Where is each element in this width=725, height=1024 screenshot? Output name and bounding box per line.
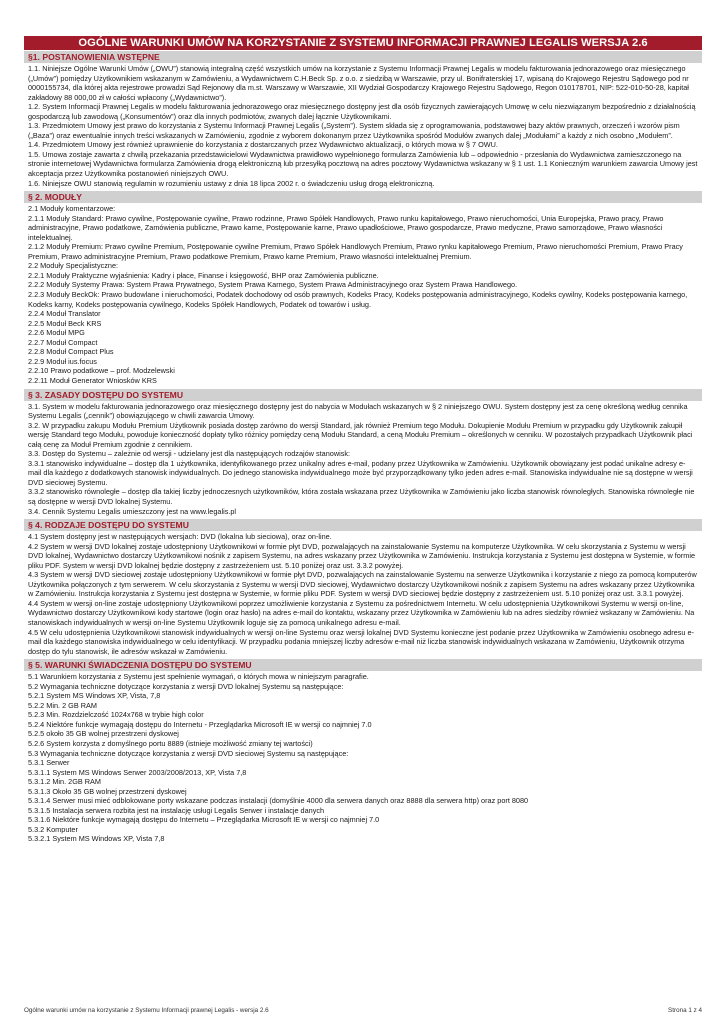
paragraph: 2.2.9 Moduł ius.focus bbox=[28, 356, 97, 366]
paragraph: 2.2.5 Moduł Beck KRS bbox=[28, 318, 102, 328]
paragraph: 1.2. System Informacji Prawnej Legalis w modelu fakturowania jednorazowego oraz miesięcznego dostępny jest dla osób fizycznych zawierających Umowę w celu niezwiązanym bezpośrednio z działalnością gospodarczą lub zawodową („Konsumentów”) oraz dla innych podmiotów, zwanych dalej łącznie Użytkownikami. bbox=[28, 102, 696, 121]
paragraph: 3.3.2 stanowisko równoległe – dostęp dla takiej liczby jednoczesnych użytkowników, która została wskazana przez Użytkownika w Zamówieniu jako liczba stanowisk równoległych. Stanowiska równoległe nie są dostępne w wersji DVD lokalnej Systemu. bbox=[28, 487, 695, 506]
paragraph: 2.2.1 Moduły Praktyczne wyjaśnienia: Kadry i płace, Finanse i księgowość, BHP oraz Zamówienia publiczne. bbox=[28, 270, 379, 280]
paragraph: 4.4 System w wersji on-line zostaje udostępniony Użytkownikowi poprzez umożliwienie korzystania z Systemu za pośrednictwem Internetu. W celu udostępnienia Użytkownikowi Systemu w wersji on-line, Wydawnictwo dostarczy Użytkownikowi kody startowe (login oraz hasło) na adres e-mail do kontaktu, wskazany przez Użytkownika w Zamówieniu lub na adres siedziby również wskazany w Zamówieniu. Na stanowiskach indywidualnych w wersji on-line Systemu Użytkownik loguje się za pomocą unikalnego adresu e-mail. bbox=[28, 598, 695, 627]
paragraph: 5.2.5 około 35 GB wolnej przestrzeni dyskowej bbox=[28, 729, 179, 739]
paragraph: 1.5. Umowa zostaje zawarta z chwilą przekazania przedstawicielowi Wydawnictwa prawidłowo wypełnionego formularza Zamówienia lub – odpowiednio - przesłania do Wydawnictwa zamieszczonego na stronie internetowej Wydawnictwa formularza Zamówienia drogą elektroniczną lub przesyłką pocztową na adres pocztowy Wydawnictwa wskazany w § 1 ust. 1.1 Konieczným warunkiem zawarcia Umowy jest akceptacja przez Użytkownika postanowień niniejszych OWU. bbox=[28, 149, 698, 179]
section-body bbox=[24, 63, 702, 190]
paragraph: 5.3.1.6 Niektóre funkcje wymagają dostępu do Internetu – Przeglądarka Microsoft IE w wersji co najmniej 7.0 bbox=[28, 815, 380, 825]
paragraph: 5.3.1.2 Min. 2GB RAM bbox=[28, 777, 101, 787]
paragraph: 3.4. Cennik Systemu Legalis umieszczony jest na www.legalis.pl bbox=[28, 506, 237, 516]
paragraph: 5.2.3 Min. Rozdzielczość 1024x768 w trybie high color bbox=[28, 710, 204, 720]
paragraph: 2.2.8 Moduł Compact Plus bbox=[28, 347, 114, 357]
paragraph: 2.1.2 Moduły Premium: Prawo cywilne Premium, Postępowanie cywilne Premium, Prawo Spółek Handlowych Premium, Prawo rynku kapitałowego Premium, Prawo nieruchomości Premium, Prawo Pracy Premium, Prawo administracyjne Premium, Prawo podatkowe Premium, Prawo karne Premium, Prawo własności intelektualnej Premium. bbox=[28, 242, 683, 261]
paragraph: 1.1. Niniejsze Ogólne Warunki Umów („OWU”) stanowią integralną część wszystkich umów na korzystanie z Systemu Informacji Prawnej Legalis w modelu fakturowania jednorazowego oraz miesięcznego („Umów”) pomiędzy Użytkownikiem wskazanym w Zamówieniu, a Wydawnictwem C.H.Beck Sp. z o.o. z siedzibą w Warszawie, przy ul. Bonifraterskiej 17, wpisaną do Krajowego Rejestru Sądowego pod nr 0000155734, dla której akta rejestrowe prowadzi Sąd Rejonowy dla m.st. Warszawy w Warszawie, XII Wydział Gospodarczy Krajowego Rejestru Sądowego, Regon 010178701, NIP: 522-010-50-28, kapitał zakładowy 88 000,00 zł w całości wpłacony („Wydawnictwo”). bbox=[28, 64, 689, 102]
paragraph: 2.2.6 Moduł MPG bbox=[28, 328, 85, 338]
section-body bbox=[24, 401, 702, 519]
paragraph: 5.2 Wymagania techniczne dotyczące korzystania z wersji DVD lokalnej Systemu są następujące: bbox=[28, 681, 344, 691]
paragraph: 2.2.4 Moduł Translator bbox=[28, 309, 101, 319]
paragraph: 3.2. W przypadku zakupu Modułu Premium Użytkownik posiada dostęp zarówno do wersji Standard, jak również Premium tego Modułu. Dokupienie Modułu Premium w przypadku gdy Użytkownik zakupił wersję Standard tego Modułu, powoduje konieczność dopłaty tylko różnicy pomiędzy ceną Modułu Standard, a ceną Modułu Premium – określonych w cenniku. W pozostałych przypadkach Użytkownik płaci całą cenę za Moduł Premium zgodnie z cennikiem. bbox=[28, 420, 693, 449]
section-heading: § 4. RODZAJE DOSTĘPU DO SYSTEMU bbox=[24, 519, 702, 531]
paragraph: 2.1.1 Moduły Standard: Prawo cywilne, Postępowanie cywilne, Prawo rodzinne, Prawo Spółek Handlowych, Prawo runku kapitałowego, Prawo nieruchomości, Unia Europejska, Prawo pracy, Prawo administracyjne, Prawo podatkowe, Zamówienia publiczne, Prawo karne, Postępowanie karne, Prawo upadłościowe, Prawo gospodarcze, Prawo medyczne, Prawo samorządowe, Prawo własności intelektualnej. bbox=[28, 213, 664, 242]
document-title: OGÓLNE WARUNKI UMÓW NA KORZYSTANIE Z SYSTEMU INFORMACJI PRAWNEJ LEGALIS WERSJA 2.6 bbox=[24, 36, 702, 50]
paragraph: 1.4. Przedmiotem Umowy jest również uprawnienie do korzystania z dostarczanych przez Wydawnictwo aktualizacji, o których mowa w § 7 OWU. bbox=[28, 140, 498, 150]
section-body bbox=[24, 203, 702, 387]
paragraph: 5.3 Wymagania techniczne dotyczące korzystania z wersji DVD sieciowej Systemu są następujące: bbox=[28, 748, 349, 758]
section-heading: § 5. WARUNKI ŚWIADCZENIA DOSTĘPU DO SYSTEMU bbox=[24, 659, 702, 671]
paragraph: 2.2.2 Moduły Systemy Prawa: System Prawa Prywatnego, System Prawa Karnego, System Prawa Administracyjnego oraz System Prawa Handlowego. bbox=[28, 280, 518, 290]
paragraph: 5.3.1.5 Instalacja serwera rozbita jest na instalację usługi Legalis Serwer i instalacje danych bbox=[28, 805, 325, 815]
paragraph: 2.2.3 Moduły BeckOk: Prawo budowlane i nieruchomości, Podatek dochodowy od osób prawnych, Kodeks Pracy, Kodeks postępowania administracyjnego, Kodeks cywilny, Kodeks postępowania karnego, Kodeks karny, Kodeks postępowania cywilnego, Kodeks Spółek Handlowych, Podatek od towarów i usług. bbox=[28, 290, 688, 309]
paragraph: 5.3.1.4 Serwer musi mieć odblokowane porty wskazane podczas instalacji (domyślnie 4000 dla serwera danych oraz 8888 dla serwera http) oraz port 8080 bbox=[28, 796, 529, 806]
paragraph: 5.3.1.3 Około 35 GB wolnej przestrzeni dyskowej bbox=[28, 786, 187, 796]
section-body bbox=[24, 671, 702, 846]
paragraph: 5.3.1.1 System MS Windows Serwer 2003/2008/2013, XP, Vista 7,8 bbox=[28, 767, 247, 777]
paragraph: 5.2.4 Niektóre funkcje wymagają dostępu do Internetu - Przeglądarka Microsoft IE w wersji co najmniej 7.0 bbox=[28, 719, 372, 729]
section-heading: §1. POSTANOWIENIA WSTĘPNE bbox=[24, 51, 702, 63]
paragraph: 2.2.7 Moduł Compact bbox=[28, 337, 98, 347]
paragraph: 2.2 Moduły Specjalistyczne: bbox=[28, 261, 119, 271]
paragraph: 4.2 System w wersji DVD lokalnej zostaje udostępniony Użytkownikowi w formie płyt DVD, pozwalających na zainstalowanie Systemu na komputerze Użytkownika. W celu skorzystania z Systemu w wersji DVD lokalnej, Wydawnictwo dostarczy Użytkownikowi nośnik z zapisem Systemu, na adres wskazany przez Użytkownika w Zamówieniu. Instrukcja korzystania z Systemu jest dostępna w Systemie, w formie pliku PDF. System w wersji DVD lokalnej będzie dostępny z zastrzeżeniem ust. 5.10 poniżej oraz ust. 3.3.2 powyżej. bbox=[28, 541, 696, 570]
paragraph: 5.3.2 Komputer bbox=[28, 824, 78, 834]
section-body bbox=[24, 531, 702, 658]
paragraph: 5.2.1 System MS Windows XP, Vista, 7,8 bbox=[28, 691, 161, 701]
paragraph: 4.3 System w wersji DVD sieciowej zostaje udostępniony Użytkownikowi w formie płyt DVD, pozwalających na zainstalowanie Systemu na serwerze Użytkownika i korzystanie z niego za pomocą komputerów Użytkownika połączonych z tym serwerem. W celu skorzystania z Systemu w wersji DVD sieciowej, Wydawnictwo dostarczy Użytkownikowi nośnik z zapisem Systemu na adres wskazany przez Użytkownika w Zamówieniu. Instrukcja korzystania z Systemu jest dostępna w Systemie, w formie pliku PDF. System w wersji DVD sieciowej będzie dostępny z zastrzeżeniem ust. 5.10 poniżej oraz ust. 3.3.1 powyżej. bbox=[28, 570, 697, 599]
footer-document-name: Ogólne warunki umów na korzystanie z Systemu Informacji prawnej Legalis - wersja 2.6 bbox=[24, 1007, 269, 1014]
paragraph: 2.2.10 Prawo podatkowe – prof. Modzelewski bbox=[28, 366, 175, 376]
paragraph: 1.3. Przedmiotem Umowy jest prawo do korzystania z Systemu Informacji Prawnej Legalis („System”). System składa się z oprogramowania, podstawowej bazy aktów prawnych, orzeczeń i wzorów pism („Baza”) oraz ewentualnie innych treści wskazanych w Zamówieniu, zgodnie z wyborem dokonanym przez Użytkownika spośród Modułów zwanych dalej „Modułami” a każdy z nich osobno „Modułem”. bbox=[28, 121, 680, 140]
paragraph: 5.2.2 Min. 2 GB RAM bbox=[28, 700, 97, 710]
page-footer bbox=[24, 1007, 702, 1015]
sections-container bbox=[24, 51, 702, 846]
paragraph: 1.6. Niniejsze OWU stanowią regulamin w rozumieniu ustawy z dnia 18 lipca 2002 r. o świadczeniu usług drogą elektroniczną. bbox=[28, 178, 435, 188]
paragraph: 3.3.1 stanowisko indywidualne – dostęp dla 1 użytkownika, identyfikowanego przez unikalny adres e-mail, podany przez Użytkownika w Zamówieniu. Użytkownik obowiązany jest podać unikalne adresy e-mail dla każdego z dodatkowych stanowisk indywidualnych. Do jednego stanowiska indywidualnego może być przyporządkowany tylko jeden adres e-mail. Stanowiska indywidualne nie są dostępne w wersji DVD sieciowej Systemu. bbox=[28, 458, 693, 487]
section-heading: § 2. MODUŁY bbox=[24, 191, 702, 203]
paragraph: 5.2.6 System korzysta z domyślnego portu 8889 (istnieje możliwość zmiany tej wartości) bbox=[28, 739, 313, 748]
paragraph: 3.1. System w modelu fakturowania jednorazowego oraz miesięcznego dostępny jest do nabycia w Modułach wskazanych w § 2 niniejszego OWU. System dostępny jest za cenę określoną według cennika Systemu Legalis („cennik”) obowiązującego w chwili zawarcia Umowy. bbox=[28, 401, 688, 421]
paragraph: 5.1 Warunkiem korzystania z Systemu jest spełnienie wymagań, o których mowa w niniejszym paragrafie. bbox=[28, 672, 369, 682]
footer-page-number: Strona 1 z 4 bbox=[668, 1007, 702, 1014]
paragraph: 5.3.2.1 System MS Windows XP, Vista 7,8 bbox=[28, 834, 165, 844]
paragraph: 2.1 Moduły komentarzowe: bbox=[28, 204, 116, 214]
paragraph: 4.5 W celu udostępnienia Użytkownikowi stanowisk indywidualnych w wersji on-line Systemu oraz wersji lokalnej DVD Systemu konieczne jest podanie przez Użytkownika w Zamówieniu osobnego adresu e-mail dla każdego stanowiska indywidualnego w celu identyfikacji. W przypadku podania mniejszej liczby adresów e-mail niż liczba stanowisk indywidualnych wskazana w Zamówieniu, Użytkownik otrzyma dostęp do tylu stanowisk, ile adresów wskazał w Zamówieniu. bbox=[28, 627, 694, 656]
paragraph: 5.3.1 Serwer bbox=[28, 758, 70, 768]
paragraph: 4.1 System dostępny jest w następujących wersjach: DVD (lokalna lub sieciowa), oraz on-line. bbox=[28, 532, 332, 542]
paragraph: 3.3. Dostęp do Systemu – zależnie od wersji - udzielany jest dla następujących rodzajów stanowisk: bbox=[28, 449, 351, 459]
section-heading: § 3. ZASADY DOSTĘPU DO SYSTEMU bbox=[24, 389, 702, 401]
document-page bbox=[24, 36, 702, 846]
paragraph: 2.2.11 Moduł Generator Wniosków KRS bbox=[28, 375, 157, 385]
